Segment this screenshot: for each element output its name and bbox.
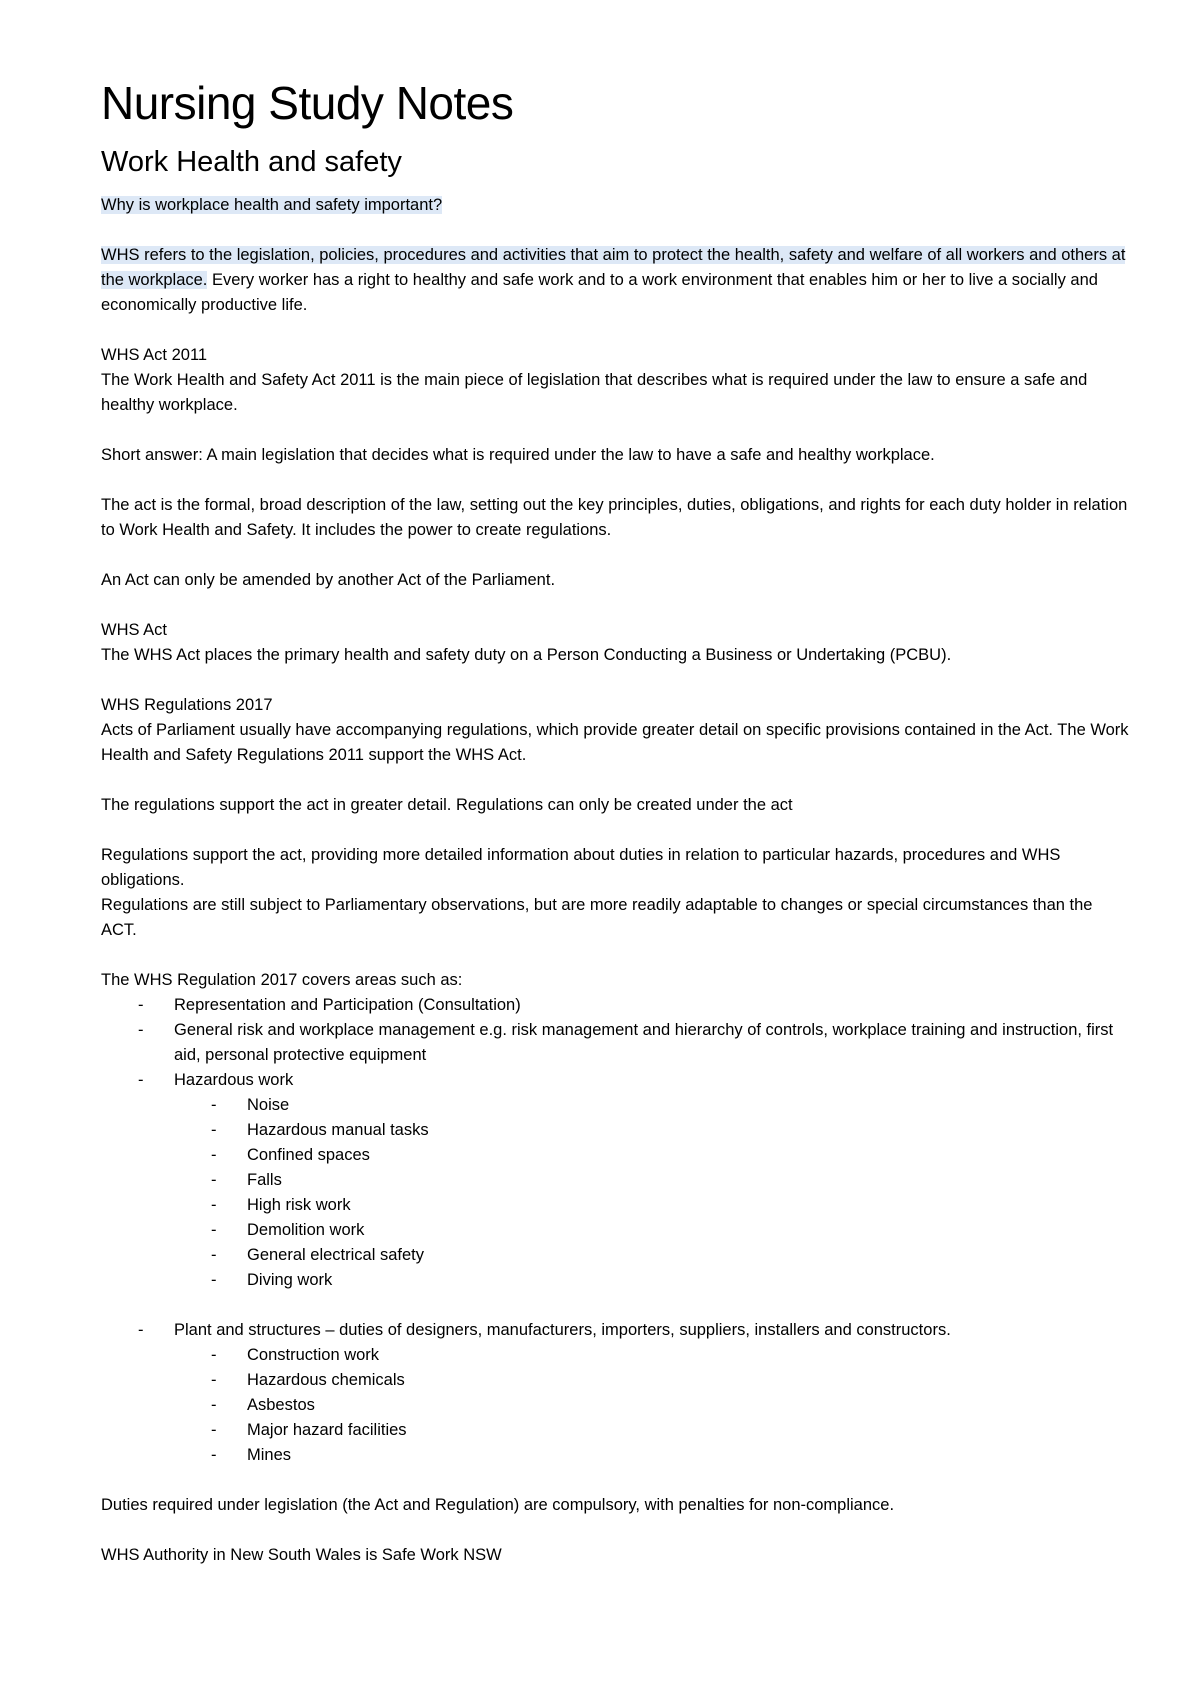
document-page: [101, 78, 1131, 1568]
whs-act-text: The WHS Act places the primary health and safety duty on a Person Conducting a Business or Undertaking (PCBU).: [101, 646, 952, 665]
list-item: - Demolition work: [174, 1218, 1131, 1243]
act2011-heading: WHS Act 2011: [101, 346, 208, 365]
whs-act-heading: WHS Act: [101, 621, 168, 640]
list-item-label: Hazardous work: [174, 1071, 294, 1090]
areas-list: [101, 993, 1131, 1293]
plant-list: [101, 1318, 1131, 1468]
list-item: [101, 1068, 1131, 1293]
regs2017-heading: WHS Regulations 2017: [101, 696, 273, 715]
act2011-text: The Work Health and Safety Act 2011 is the main piece of legislation that describes what is required under the law to ensure a safe and healthy workplace.: [101, 371, 1088, 415]
list-item: - Falls: [174, 1168, 1131, 1193]
list-item: - Confined spaces: [174, 1143, 1131, 1168]
section-heading: Work Health and safety: [101, 145, 402, 178]
list-item: - Noise: [174, 1093, 1131, 1118]
list-item: - Construction work: [174, 1343, 1131, 1368]
list-item: - Mines: [174, 1443, 1131, 1468]
hazardous-work-list: [174, 1093, 1131, 1293]
list-item: [101, 1318, 1131, 1468]
plant-sub-list: [174, 1343, 1131, 1468]
duties-text: Duties required under legislation (the Act and Regulation) are compulsory, with penalties for non-compliance.: [101, 1496, 895, 1515]
highlighted-intro: WHS refers to the legislation, policies, procedures and activities that aim to protect the health, safety and welfare of all workers and others at the workplace.: [101, 246, 1126, 290]
page-title: Nursing Study Notes: [101, 77, 514, 129]
short-answer: Short answer: A main legislation that decides what is required under the law to have a safe and healthy workplace.: [101, 446, 935, 465]
list-item: - Hazardous manual tasks: [174, 1118, 1131, 1143]
act-amend: An Act can only be amended by another Act of the Parliament.: [101, 571, 556, 590]
regs-subject: Regulations are still subject to Parliamentary observations, but are more readily adaptable to changes or special circumstances than the ACT.: [101, 896, 1093, 940]
list-item: - General electrical safety: [174, 1243, 1131, 1268]
list-item: - General risk and workplace management e.g. risk management and hierarchy of controls, workplace training and instruction, first aid, personal protective equipment: [101, 1018, 1131, 1068]
intro-paragraph: [101, 243, 1131, 318]
highlighted-question: Why is workplace health and safety important?: [101, 196, 443, 215]
regs2017-text: Acts of Parliament usually have accompanying regulations, which provide greater detail on specific provisions contained in the Act. The Work Health and Safety Regulations 2011 support the WHS Act.: [101, 721, 1129, 765]
list-item: - Asbestos: [174, 1393, 1131, 1418]
list-item-label: Plant and structures – duties of designers, manufacturers, importers, suppliers, installers and constructors.: [174, 1321, 951, 1340]
question-line: [101, 193, 1131, 218]
intro-rest: Every worker has a right to healthy and safe work and to a work environment that enables him or her to live a socially and economically productive life.: [101, 271, 1098, 315]
authority-text: WHS Authority in New South Wales is Safe Work NSW: [101, 1546, 502, 1565]
list-item: - Hazardous chemicals: [174, 1368, 1131, 1393]
regs-detail: Regulations support the act, providing more detailed information about duties in relation to particular hazards, procedures and WHS obligations.: [101, 846, 1061, 890]
list-item: - Major hazard facilities: [174, 1418, 1131, 1443]
list-item: - Representation and Participation (Consultation): [101, 993, 1131, 1018]
regs-support: The regulations support the act in greater detail. Regulations can only be created under the act: [101, 796, 793, 815]
list-item: - High risk work: [174, 1193, 1131, 1218]
list-item: - Diving work: [174, 1268, 1131, 1293]
covers-intro: The WHS Regulation 2017 covers areas such as:: [101, 971, 463, 990]
act-description: The act is the formal, broad description of the law, setting out the key principles, duties, obligations, and rights for each duty holder in relation to Work Health and Safety. It includes the power to create regulations.: [101, 496, 1128, 540]
